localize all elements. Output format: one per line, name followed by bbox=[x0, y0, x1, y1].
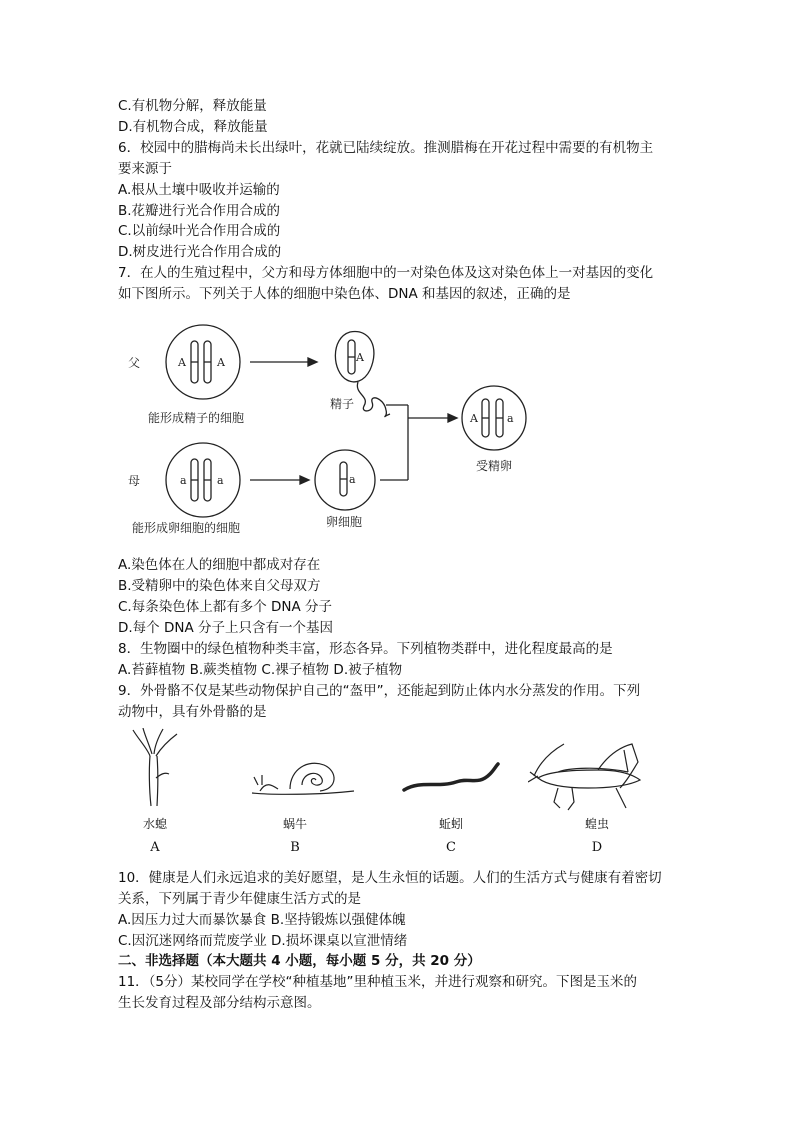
q10-options-ab: A.因压力过大而暴饮暴食 B.坚持锻炼以强健体魄 bbox=[118, 912, 406, 928]
q6-option-c: C.以前绿叶光合作用合成的 bbox=[118, 223, 281, 239]
grasshopper-icon bbox=[528, 742, 648, 812]
q6-option-b: B.花瓣进行光合作用合成的 bbox=[118, 203, 281, 219]
q8-options: A.苔藓植物 B.蕨类植物 C.裸子植物 D.被子植物 bbox=[118, 662, 403, 678]
q10-stem-line1: 10．健康是人们永远追求的美好愿望，是人生永恒的话题。人们的生活方式与健康有着密切 bbox=[118, 870, 662, 886]
q5-option-d: D.有机物合成，释放能量 bbox=[118, 119, 268, 135]
sperm-tail bbox=[357, 382, 390, 417]
q10-stem-line2: 关系，下列属于青少年健康生活方式的是 bbox=[118, 891, 361, 907]
mother-label: 母 bbox=[128, 474, 141, 488]
animal-letter-c: C bbox=[446, 840, 456, 855]
gene-label: A bbox=[217, 356, 225, 369]
q11-stem-line2: 生长发育过程及部分结构示意图。 bbox=[118, 995, 321, 1011]
q11-stem-line1: 11．（5分）某校同学在学校“种植基地”里种植玉米，并进行观察和研究。下图是玉米的 bbox=[118, 974, 638, 990]
animal-letter-d: D bbox=[591, 840, 603, 855]
gene-label: A bbox=[178, 356, 186, 369]
animal-name-d: 蝗虫 bbox=[584, 817, 609, 831]
q9-stem-line2: 动物中，具有外骨骼的是 bbox=[118, 704, 267, 720]
q9-stem-line1: 9．外骨骼不仅是某些动物保护自己的“盔甲”，还能起到防止体内水分蒸发的作用。下列 bbox=[118, 683, 641, 699]
animal-name-a: 水螅 bbox=[142, 817, 167, 831]
animal-letter-b: B bbox=[290, 840, 300, 855]
gene-label: A bbox=[356, 351, 364, 364]
gene-label: a bbox=[507, 412, 514, 425]
q6-option-d: D.树皮进行光合作用合成的 bbox=[118, 244, 282, 260]
q5-option-c: C.有机物分解，释放能量 bbox=[118, 98, 267, 114]
q10-options-cd: C.因沉迷网络而荒废学业 D.损坏课桌以宣泄情绪 bbox=[118, 933, 408, 949]
animal-name-c: 蚯蚓 bbox=[438, 817, 463, 831]
q6-stem-line2: 要来源于 bbox=[118, 161, 172, 177]
father-cell-caption: 能形成精子的细胞 bbox=[148, 411, 245, 425]
fertilization-diagram bbox=[118, 310, 558, 540]
gene-label: A bbox=[470, 412, 478, 425]
sperm-caption: 精子 bbox=[330, 397, 355, 411]
snail-icon bbox=[250, 755, 360, 800]
q6-option-a: A.根从土壤中吸收并运输的 bbox=[118, 182, 280, 198]
gene-label: a bbox=[349, 473, 356, 486]
q7-option-b: B.受精卵中的染色体来自父母双方 bbox=[118, 578, 321, 594]
q7-option-d: D.每个 DNA 分子上只含有一个基因 bbox=[118, 620, 333, 636]
egg-cell bbox=[315, 450, 375, 510]
q8-stem: 8．生物圈中的绿色植物种类丰富，形态各异。下列植物类群中，进化程度最高的是 bbox=[118, 641, 613, 657]
q7-stem-line2: 如下图所示。下列关于人体的细胞中染色体、DNA 和基因的叙述，正确的是 bbox=[118, 286, 571, 302]
mother-cell bbox=[166, 443, 240, 517]
q7-option-c: C.每条染色体上都有多个 DNA 分子 bbox=[118, 599, 333, 615]
section-2-heading: 二、非选择题（本大题共 4 小题，每小题 5 分，共 20 分） bbox=[118, 953, 481, 969]
egg-caption: 卵细胞 bbox=[326, 515, 363, 529]
animal-letter-a: A bbox=[150, 840, 160, 855]
gene-label: a bbox=[180, 474, 187, 487]
hydra-icon bbox=[125, 728, 185, 808]
father-label: 父 bbox=[128, 356, 141, 370]
q7-option-a: A.染色体在人的细胞中都成对存在 bbox=[118, 557, 321, 573]
q6-stem-line1: 6．校园中的腊梅尚未长出绿叶，花就已陆续绽放。推测腊梅在开花过程中需要的有机物主 bbox=[118, 140, 654, 156]
gene-label: a bbox=[217, 474, 224, 487]
q7-stem-line1: 7．在人的生殖过程中，父方和母方体细胞中的一对染色体及这对染色体上一对基因的变化 bbox=[118, 265, 654, 281]
mother-cell-caption: 能形成卵细胞的细胞 bbox=[132, 521, 241, 535]
zygote-caption: 受精卵 bbox=[476, 459, 513, 473]
animal-name-b: 蜗牛 bbox=[282, 817, 307, 831]
earthworm-icon bbox=[398, 760, 508, 800]
